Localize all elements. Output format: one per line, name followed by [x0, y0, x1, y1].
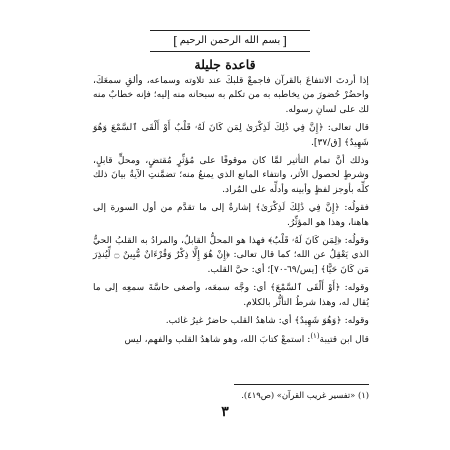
footnote: (١) «تفسير غريب القرآن» (ص٤١٩). [241, 390, 369, 400]
page-number: ٣ [221, 404, 229, 420]
paragraph: فقولُه: ﴿إِنَّ فِي ذَٰلِكَ لَذِكْرَىٰ﴾ إشارةٌ إلى ما تقدَّم من أول السورة إلى هاهنا، وهذا هو المؤثِّرُ. [93, 202, 369, 228]
citation-text: قال ابن قتيبة [319, 333, 369, 345]
paragraph: وذلك أنَّ تمام التأثير لمَّا كان موقوفًا على مُؤثِّرٍ مُقتضٍ، ومحلٍّ قابلٍ، وشرطٍ لحصول الأثر، وانتفاء المانع الذي يمنعُ منه؛ تضمَّنتِ الآيةُ بيانَ ذلك كلِّه بأوجز لفظٍ وأبينه وأدلِّه على المُراد. [93, 155, 369, 195]
body-text [93, 74, 369, 351]
footnote-divider [234, 384, 369, 385]
header-bracket-close: ] [173, 34, 178, 48]
paragraph [93, 333, 369, 347]
header-bracket-open: [ [282, 34, 287, 48]
paragraph: وقوله: ﴿أَوْ أَلْقَى ٱلسَّمْعَ﴾ أي: وجَّه سمعَه، وأصغى حاسَّةَ سمعِه إلى ما يُقال له، وهذا شرطُ التأثُّر بالكلام. [93, 282, 369, 308]
citation-text-continued: : استمعْ كتابَ الله، وهو شاهدُ القلب والفهم، ليس [124, 333, 311, 345]
paragraph: وقولُه: ﴿لِمَن كَانَ لَهُۥ قَلْبٌ﴾ فهذا هو المحلُّ القابلُ، والمرادُ به القلبُ الحيُّ الذي يَعْقِلُ عن الله؛ كما قال تعالى: ﴿إِنْ هُوَ إِلَّا ذِكْرٌ وَقُرْءَانٌ مُّبِينٌ ۝ لِّيُنذِرَ مَن كَانَ حَيًّا﴾ [يس/٦٩-٧٠]؛ أي: حيَّ القلب. [93, 235, 369, 275]
basmala-header [150, 30, 310, 52]
footnote-marker: (١) [310, 331, 320, 340]
paragraph: وقوله: ﴿وَهُوَ شَهِيدٌ﴾ أي: شاهدُ القلب حاضرٌ غيرُ غائب. [165, 315, 369, 327]
basmala-text: بسم الله الرحمن الرحيم [179, 35, 281, 46]
paragraph: إذا أردتَ الانتفاعَ بالقرآن فاجمعْ قلبكَ عند تلاوته وسماعه، وألقِ سمعَكَ، واحضُرْ حُضورَ من يخاطبه به من تكلم به سبحانه منه إليه؛ فإنه خطابٌ منه لك على لسانِ رسوله. [93, 75, 369, 115]
paragraph: قال تعالى: ﴿إِنَّ فِي ذَٰلِكَ لَذِكْرَىٰ لِمَن كَانَ لَهُۥ قَلْبٌ أَوْ أَلْقَى ٱلسَّمْعَ وَهُوَ شَهِيدٌ﴾ [ق/٣٧]. [93, 122, 369, 148]
section-title: قاعدة جليلة [194, 57, 256, 72]
